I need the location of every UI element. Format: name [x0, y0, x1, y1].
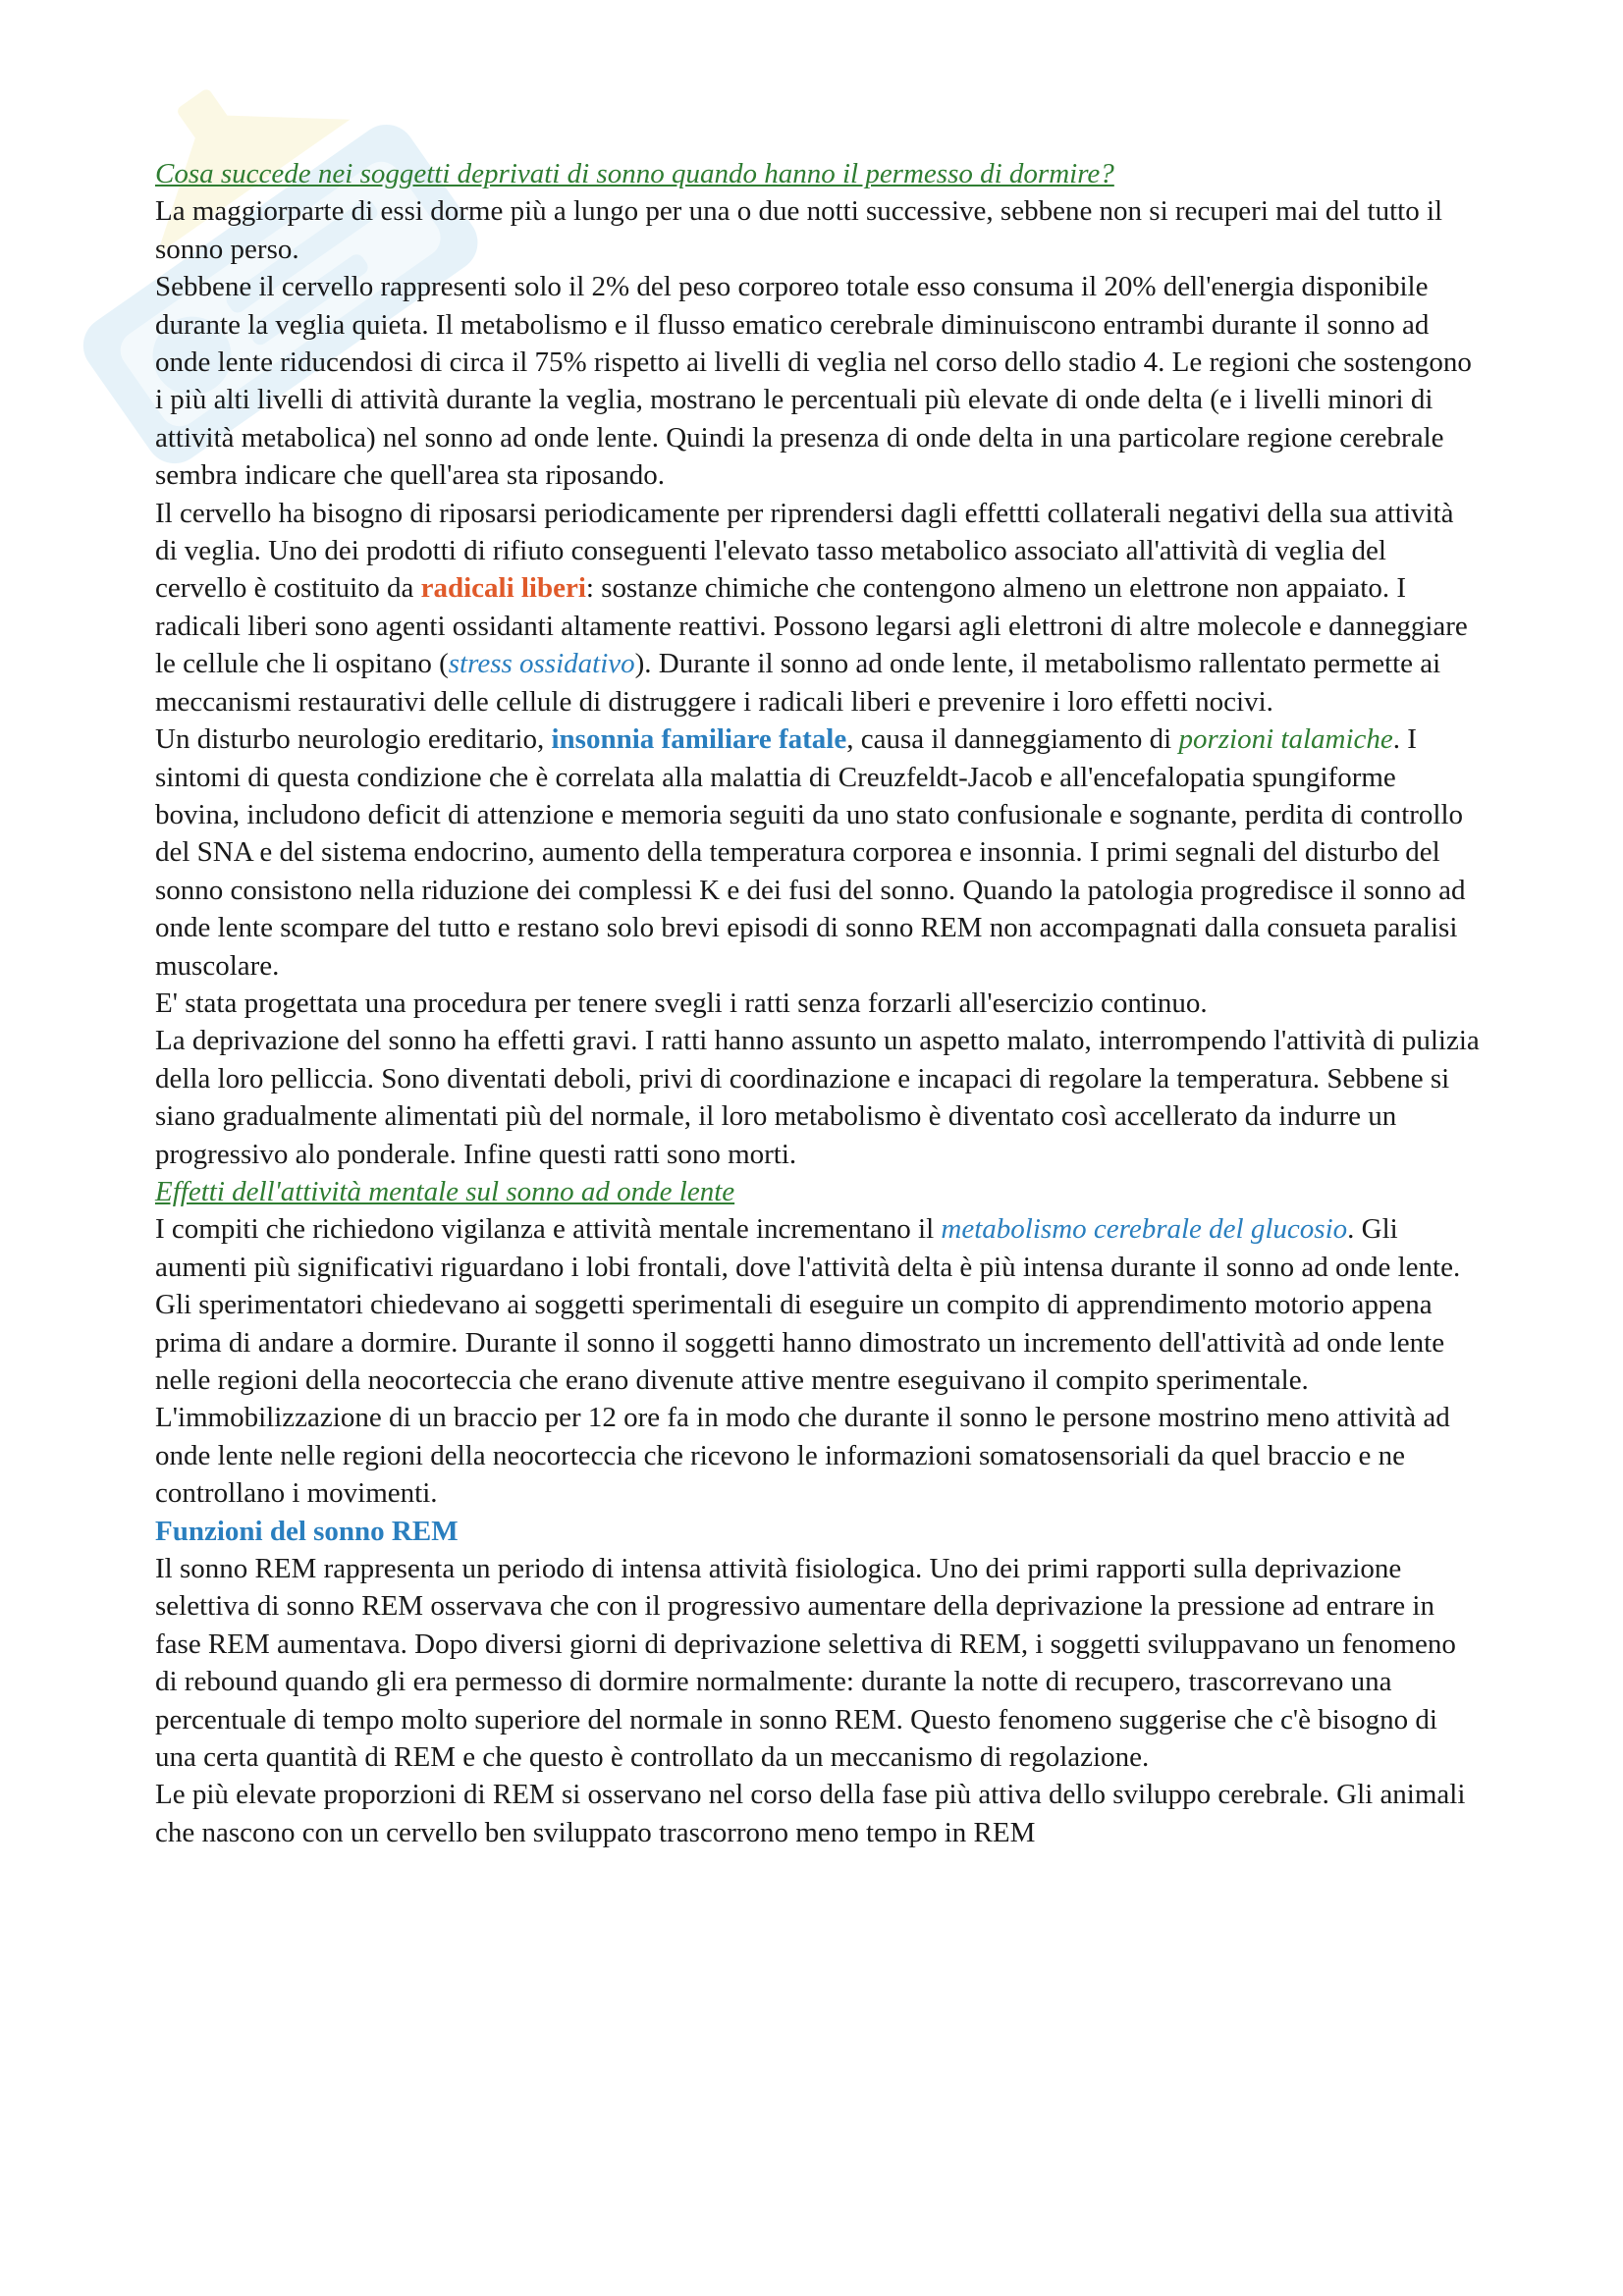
text-run: Un disturbo neurologio ereditario,: [155, 723, 552, 756]
text-run: I compiti che richiedono vigilanza e attività mentale incrementano il: [155, 1213, 942, 1246]
term-radicali-liberi: radicali liberi: [420, 572, 586, 605]
paragraph: L'immobilizzazione di un braccio per 12 ore fa in modo che durante il sonno le persone mostrino meno attività ad onde lente nelle regioni della neocorteccia che ricevono le informazioni somatosensoriali da quel braccio e ne controllano i movimenti.: [155, 1402, 1450, 1510]
paragraph: Il sonno REM rappresenta un periodo di intensa attività fisiologica. Uno dei primi rapporti sulla deprivazione selettiva di sonno REM osservava che con il progressivo aumentare della deprivazione la pressione ad entrare in fase REM aumentava. Dopo diversi giorni di deprivazione selettiva di REM, i soggetti sviluppavano un fenomeno di rebound quando gli era permesso di dormire normalmente: durante la notte di recupero, trascorrevano una percentuale di tempo molto superiore del normale in sonno REM. Questo fenomeno suggerise che c'è bisogno di una certa quantità di REM e che questo è controllato da un meccanismo di regolazione.: [155, 1553, 1456, 1774]
text-run: : sostanze chimiche che contengono almeno un elettrone non appaiato. I radicali liberi sono agenti ossidanti altamente reattivi. Possono legarsi agli elettroni di altre molecole e danneggiare le cellule che li ospitano (: [155, 572, 1468, 680]
text-run: . Gli aumenti più significativi riguardano i lobi frontali, dove l'attività delta è più intensa durante il sonno ad onde lente.: [155, 1213, 1461, 1283]
paragraph: Gli sperimentatori chiedevano ai soggetti sperimentali di eseguire un compito di apprendimento motorio appena prima di andare a dormire. Durante il sonno il soggetti hanno dimostrato un incremento dell'attività ad onde lente nelle regioni della neocorteccia che erano divenute attive mentre eseguivano il compito sperimentale.: [155, 1289, 1445, 1396]
text-run: Il cervello ha bisogno di riposarsi periodicamente per riprendersi dagli effettti collaterali negativi della sua attività di veglia. Uno dei prodotti di rifiuto conseguenti l'elevato tasso metabolico associato all'attività di veglia del cervello è costituito da: [155, 497, 1454, 605]
document-body: [155, 155, 1481, 1851]
paragraph: [155, 1210, 1481, 1286]
paragraph: Sebbene il cervello rappresenti solo il 2% del peso corporeo totale esso consuma il 20% dell'energia disponibile durante la veglia quieta. Il metabolismo e il flusso ematico cerebrale diminuiscono entrambi durante il sonno ad onde lente riducendosi di circa il 75% rispetto ai livelli di veglia nel corso dello stadio 4. Le regioni che sostengono i più alti livelli di attività durante la veglia, mostrano le percentuali più elevate di onde delta (e i livelli minori di attività metabolica) nel sonno ad onde lente. Quindi la presenza di onde delta in una particolare regione cerebrale sembra indicare che quell'area sta riposando.: [155, 271, 1472, 492]
term-metabolismo-glucosio: metabolismo cerebrale del glucosio: [941, 1213, 1348, 1246]
section-heading-sleep-recovery: Cosa succede nei soggetti deprivati di sonno quando hanno il permesso di dormire?: [155, 158, 1114, 189]
text-run: ). Durante il sonno ad onde lente, il metabolismo rallentato permette ai meccanismi restaurativi delle cellule di distruggere i radicali liberi e prevenire i loro effetti nocivi.: [155, 648, 1441, 718]
text-run: , causa il danneggiamento di: [846, 723, 1179, 756]
paragraph: [155, 721, 1481, 985]
section-heading-mental-activity: Effetti dell'attività mentale sul sonno ad onde lente: [155, 1175, 735, 1207]
paragraph: La deprivazione del sonno ha effetti gravi. I ratti hanno assunto un aspetto malato, interrompendo l'attività di pulizia della loro pelliccia. Sono diventati deboli, privi di coordinazione e incapaci di regolare la temperatura. Sebbene si siano gradualmente alimentati più del normale, il loro metabolismo è diventato così accellerato da indurre un progressivo alo ponderale. Infine questi ratti sono morti.: [155, 1025, 1480, 1170]
term-insonnia-familiare-fatale: insonnia familiare fatale: [551, 723, 847, 756]
paragraph: Le più elevate proporzioni di REM si osservano nel corso della fase più attiva dello sviluppo cerebrale. Gli animali che nascono con un cervello ben sviluppato trascorrono meno tempo in REM: [155, 1779, 1466, 1848]
paragraph: E' stata progettata una procedura per tenere svegli i ratti senza forzarli all'esercizio continuo.: [155, 987, 1208, 1019]
paragraph: [155, 495, 1481, 721]
term-stress-ossidativo: stress ossidativo: [448, 648, 635, 680]
paragraph: La maggiorparte di essi dorme più a lungo per una o due notti successive, sebbene non si recuperi mai del tutto il sonno perso.: [155, 195, 1443, 265]
section-heading-rem-functions: Funzioni del sonno REM: [155, 1515, 459, 1547]
term-porzioni-talamiche: porzioni talamiche: [1178, 723, 1393, 756]
text-run: . I sintomi di questa condizione che è correlata alla malattia di Creuzfeldt-Jacob e all'encefalopatia spungiforme bovina, includono deficit di attenzione e memoria seguiti da uno stato confusionale e sognante, perdita di controllo del SNA e del sistema endocrino, aumento della temperatura corporea e insonnia. I primi segnali del disturbo del sonno consistono nella riduzione dei complessi K e dei fusi del sonno. Quando la patologia progredisce il sonno ad onde lente scompare del tutto e restano solo brevi episodi di sonno REM non accompagnati dalla consueta paralisi muscolare.: [155, 723, 1466, 982]
